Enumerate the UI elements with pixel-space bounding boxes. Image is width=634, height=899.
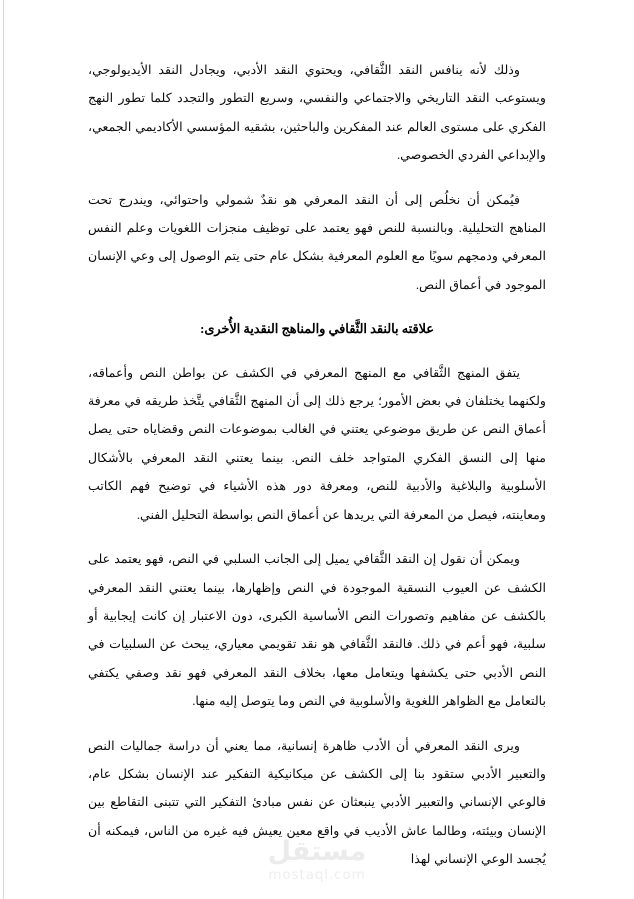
paragraph-2: فيُمكن أن نخلُص إلى أن النقد المعرفي هو نقدٌ شمولي واحتوائي، ويندرج تحت المناهج التحليلية. وبالنسبة للنص فهو يعتمد على توظيف منجزات اللغويات وعلم النفس المعرفي ودمجهم سويًا مع العلوم المعرفية بشكل عام حتى يتم الوصول إلى وعي الإنسان الموجود في أعماق النص. xyxy=(88,192,546,292)
paragraph-3: يتفق المنهج الثَّقافي مع المنهج المعرفي في الكشف عن بواطن النص وأعماقه، ولكنهما يختلفان في بعض الأمور؛ يرجع ذلك إلى أن المنهج الثَّقافي يتَّخذ طريقه في معرفة أعماق النص عن طريق موضوعي يعتني في الغالب بموضوعات النص وقضاياه حتى يصل منها إلى النسق الفكري المتواجد خلف النص. بينما يعتني النقد المعرفي بالأشكال الأسلوبية والبلاغية والأدبية للنص، ومعرفة دور هذه الأشياء في توضيح فهم الكاتب ومعاينته، فيصل من المعرفة التي يريدها عن أعماق النص بواسطة التحليل الفني. xyxy=(88,365,546,522)
paragraph-1: وذلك لأنه ينافس النقد الثَّقافي، ويحتوي النقد الأدبي، ويجادل النقد الأيديولوجي، ويستوعب النقد التاريخي والاجتماعي والنفسي، وسريع التطور والتجدد كلما تطور النهج الفكري على مستوى العالم عند المفكرين والباحثين، بشقيه المؤسسي الأكاديمي الجمعي، والإبداعي الفردي الخصوصي. xyxy=(88,63,546,163)
watermark-arabic-logotype: مستقل xyxy=(267,835,367,867)
watermark-domain-text: mostaql.com xyxy=(268,867,366,883)
section-heading-relation-to-cultural-criticism: علاقته بالنقد الثَّقافي والمناهج النقدية الأُخرى: xyxy=(200,322,434,337)
document-text-body xyxy=(88,56,546,890)
page-edge-rule xyxy=(3,0,4,899)
paragraph-5: ويرى النقد المعرفي أن الأدب ظاهرة إنسانية، مما يعني أن دراسة جماليات النص والتعبير الأدبي ستقود بنا إلى الكشف عن ميكانيكية التفكير عند الإنسان بشكل عام، فالوعي الإنساني والتعبير الأدبي ينبعثان عن نفس مبادئ التفكير التي تتبنى التقاطع بين الإنسان وبيئته، وطالما عاش الأديب في واقع معين يعيش فيه غيره من الناس، فيمكنه أن يُجسد الوعي الإنساني لهذا xyxy=(88,738,546,867)
paragraph-4: ويمكن أن نقول إن النقد الثَّقافي يميل إلى الجانب السلبي في النص، فهو يعتمد على الكشف عن العيوب النسقية الموجودة في النص وإظهارها، بينما يعتني النقد المعرفي بالكشف عن مفاهيم وتصورات النص الأساسية الكبرى، دون الاعتبار إن كانت إيجابية أو سلبية، فهو أعم في ذلك. فالنقد الثَّقافي هو نقد تقويمي معياري، يبحث عن السلبيات في النص الأدبي حتى يكشفها ويتعامل معها، بخلاف النقد المعرفي فهو نقد وصفي يكتفي بالتعامل مع الظواهر اللغوية والأسلوبية في النص وما يتوصل إليه منها. xyxy=(88,552,546,709)
